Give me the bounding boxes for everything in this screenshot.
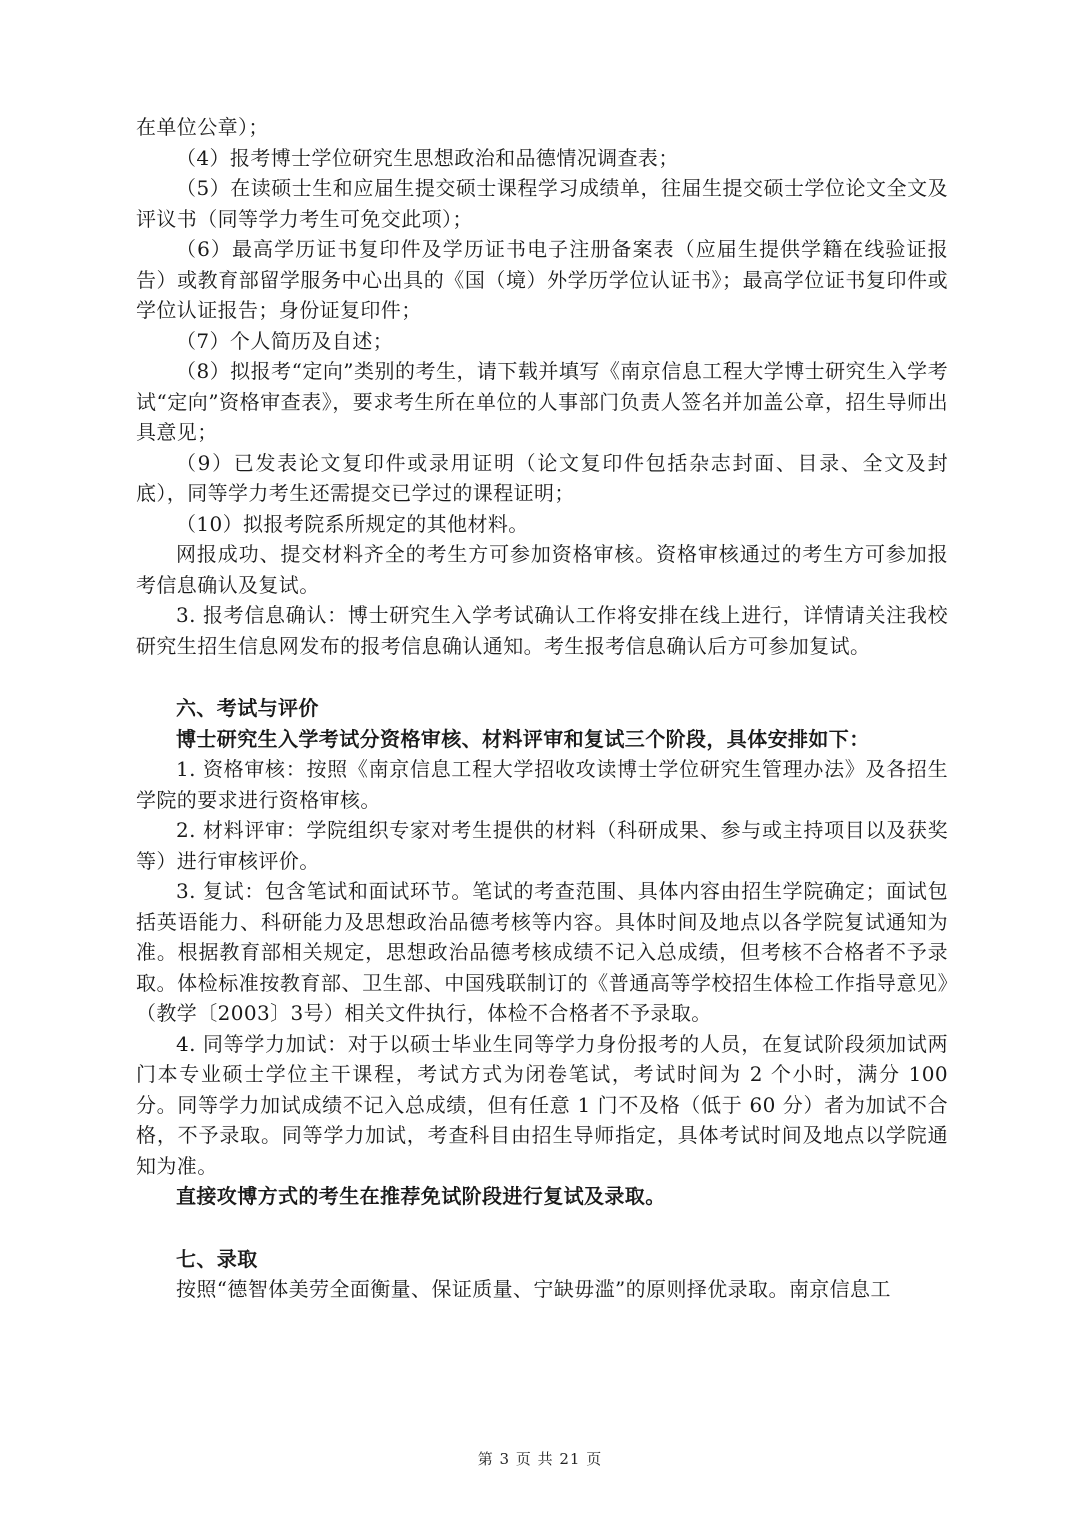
section-6-intro: 博士研究生入学考试分资格审核、材料评审和复试三个阶段，具体安排如下： xyxy=(176,726,870,751)
section-spacer xyxy=(136,661,948,693)
section-6-item-4: 4. 同等学力加试：对于以硕士毕业生同等学力身份报考的人员，在复试阶段须加试两门本专业硕士学位主干课程，考试方式为闭卷笔试，考试时间为 2 个小时，满分 100 分。同等学力加试成绩不记入总成绩，但有任意 1 门不及格（低于 60 分）者为加试不合格，不予录取。同等学力加试，考查科目由招生导师指定，具体考试时间及地点以学院通知为准。 xyxy=(136,1031,948,1178)
list-item-9: （9）已发表论文复印件或录用证明（论文复印件包括杂志封面、目录、全文及封底），同等学力考生还需提交已学过的课程证明； xyxy=(136,450,948,505)
list-item-8: （8）拟报考“定向”类别的考生，请下载并填写《南京信息工程大学博士研究生入学考试“定向”资格审查表》，要求考生所在单位的人事部门负责人签名并加盖公章，招生导师出具意见； xyxy=(136,359,948,444)
list-item-5: （5）在读硕士生和应届生提交硕士课程学习成绩单，往届生提交硕士学位论文全文及评议书（同等学力考生可免交此项）； xyxy=(136,176,948,231)
section-7-item-1: 按照“德智体美劳全面衡量、保证质量、宁缺毋滥”的原则择优录取。南京信息工 xyxy=(176,1277,891,1301)
confirm-paragraph: 3. 报考信息确认：博士研究生入学考试确认工作将安排在线上进行，详情请关注我校研究生招生信息网发布的报考信息确认通知。考生报考信息确认后方可参加复试。 xyxy=(136,603,948,658)
paragraph-intro: 在单位公章）； xyxy=(136,115,269,139)
section-7-heading: 七、录取 xyxy=(176,1246,258,1271)
page-number: 第 3 页 共 21 页 xyxy=(477,1450,603,1468)
section-6-direct-note: 直接攻博方式的考生在推荐免试阶段进行复试及录取。 xyxy=(176,1184,666,1208)
list-item-10: （10）拟报考院系所规定的其他材料。 xyxy=(176,511,529,536)
list-item-7: （7）个人简历及自述； xyxy=(176,328,394,353)
document-page xyxy=(136,112,948,1305)
section-6-item-3: 3. 复试：包含笔试和面试环节。笔试的考查范围、具体内容由招生学院确定；面试包括英语能力、科研能力及思想政治品德考核等内容。具体时间及地点以各学院复试通知为准。根据教育部相关规定，思想政治品德考核成绩不记入总成绩，但考核不合格者不予录取。体检标准按教育部、卫生部、中国残联制订的《普通高等学校招生体检工作指导意见》（教学〔2003〕3号）相关文件执行，体检不合格者不予录取。 xyxy=(136,879,948,1025)
section-6-item-1: 1. 资格审核：按照《南京信息工程大学招收攻读博士学位研究生管理办法》及各招生学院的要求进行资格审核。 xyxy=(136,757,948,812)
section-6-item-2: 2. 材料评审：学院组织专家对考生提供的材料（科研成果、参与或主持项目以及获奖等）进行审核评价。 xyxy=(136,818,948,873)
list-item-6: （6）最高学历证书复印件及学历证书电子注册备案表（应届生提供学籍在线验证报告）或教育部留学服务中心出具的《国（境）外学历学位认证书》；最高学位证书复印件或学位认证报告；身份证复印件； xyxy=(136,237,948,322)
section-6-heading: 六、考试与评价 xyxy=(176,696,319,720)
section-spacer xyxy=(136,1212,948,1244)
qualification-note: 网报成功、提交材料齐全的考生方可参加资格审核。资格审核通过的考生方可参加报考信息确认及复试。 xyxy=(136,542,948,597)
list-item-4: （4）报考博士学位研究生思想政治和品德情况调查表； xyxy=(176,145,679,170)
